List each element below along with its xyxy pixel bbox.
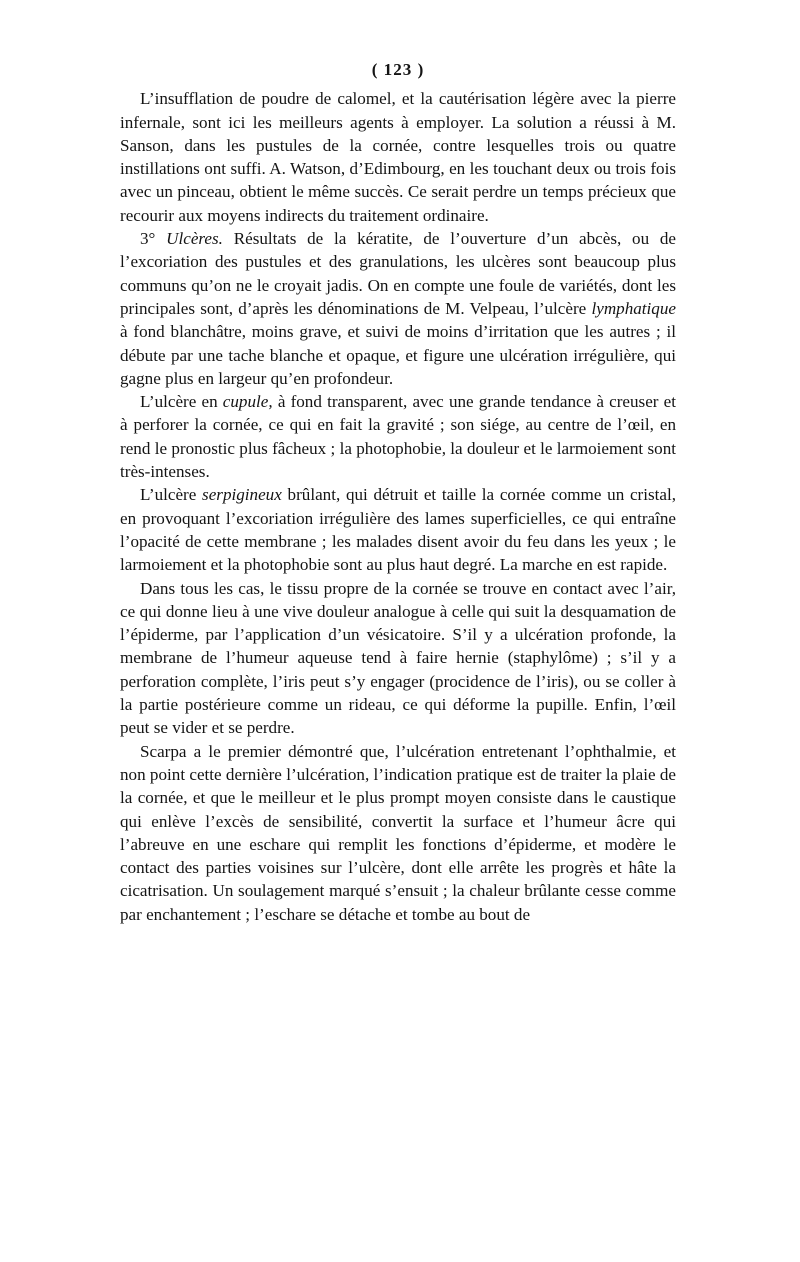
paragraph-text: Scarpa a le premier démontré que, l’ulcération entretenant l’ophthalmie, et non point cette dernière l’ulcération, l’indication pratique est de traiter la plaie de la cornée, et que le meilleur et le plus prompt moyen consiste dans le caustique qui enlève l’excès de sensibilité, convertit la surface et l’humeur âcre qui l’abreuve en une eschare qui remplit les fonctions d’épiderme, et modère le contact des parties voisines sur l’ulcère, dont elle arrête les progrès et hâte la cicatrisation. Un soulagement marqué s’ensuit ; la chaleur brûlante cesse comme par enchantement ; l’eschare se détache et tombe au bout de (120, 741, 676, 924)
section-heading: Ulcères. (166, 229, 223, 249)
paragraph-ulceres (120, 227, 676, 390)
book-page (120, 58, 676, 926)
italic-term-serpigineux: serpigineux (202, 485, 282, 505)
italic-term-lymphatique: lymphatique (591, 298, 676, 318)
page-number: ( 123 ) (371, 60, 425, 79)
paragraph-text: L’ulcère (140, 485, 203, 505)
paragraph-scarpa (120, 740, 676, 926)
paragraph-calomel (120, 87, 676, 227)
paragraph-text: L’ulcère en (140, 392, 223, 412)
paragraph-text: à fond transparent, avec une grande tendance à creuser et à perforer la cornée, ce qui en fait la gravité ; son siége, au centre de l’œil, en rend le pronostic plus fâcheux ; la photophobie, la douleur et le larmoiement sont très-intenses. (120, 392, 676, 482)
paragraph-cupule (120, 390, 676, 483)
section-number: 3° (140, 229, 167, 249)
paragraph-text: Dans tous les cas, le tissu propre de la cornée se trouve en contact avec l’air, ce qui donne lieu à une vive douleur analogue à celle qui suit la desquamation de l’épiderme, par l’application d’un vésicatoire. S’il y a ulcération profonde, la membrane de l’humeur aqueuse tend à faire hernie (staphylôme) ; s’il y a perforation complète, l’iris peut s’y engager (procidence de l’iris), ou se coller à la partie postérieure comme un rideau, ce qui déforme la pupille. Enfin, l’œil peut se vider et se perdre. (120, 578, 676, 738)
paragraph-text: à fond blanchâtre, moins grave, et suivi de moins d’irritation que les autres ; il débute par une tache blanche et opaque, et figure une ulcération irrégulière, qui gagne plus en largeur qu’en profondeur. (120, 322, 676, 388)
italic-term-cupule: cupule, (222, 392, 273, 412)
paragraph-text: brûlant, qui détruit et taille la cornée comme un cristal, en provoquant l’excoriation irrégulière des lames superficielles, ce qui entraîne l’opacité de cette membrane ; les malades disent avoir du feu dans les yeux ; le larmoiement et la photophobie sont au plus haut degré. La marche en est rapide. (120, 485, 676, 575)
paragraph-serpigineux (120, 483, 676, 576)
paragraph-text: Résultats de la kératite, de l’ouverture d’un abcès, ou de l’excoriation des pustules et des granulations, les ulcères sont beaucoup plus communs qu’on ne le croyait jadis. On en compte une foule de variétés, dont les principales sont, d’après les dénominations de M. Velpeau, l’ulcère (120, 229, 677, 318)
paragraph-tous-les-cas (120, 577, 676, 740)
paragraph-text: L’insufflation de poudre de calomel, et la cautérisation légère avec la pierre infernale, sont ici les meilleurs agents à employer. La solution a réussi à M. Sanson, dans les pustules de la cornée, contre lesquelles trois ou quatre instillations ont suffi. A. Watson, d’Edimbourg, en les touchant deux ou trois fois avec un pinceau, obtient le même succès. Ce serait perdre un temps précieux que recourir aux moyens indirects du traitement ordinaire. (120, 89, 676, 225)
